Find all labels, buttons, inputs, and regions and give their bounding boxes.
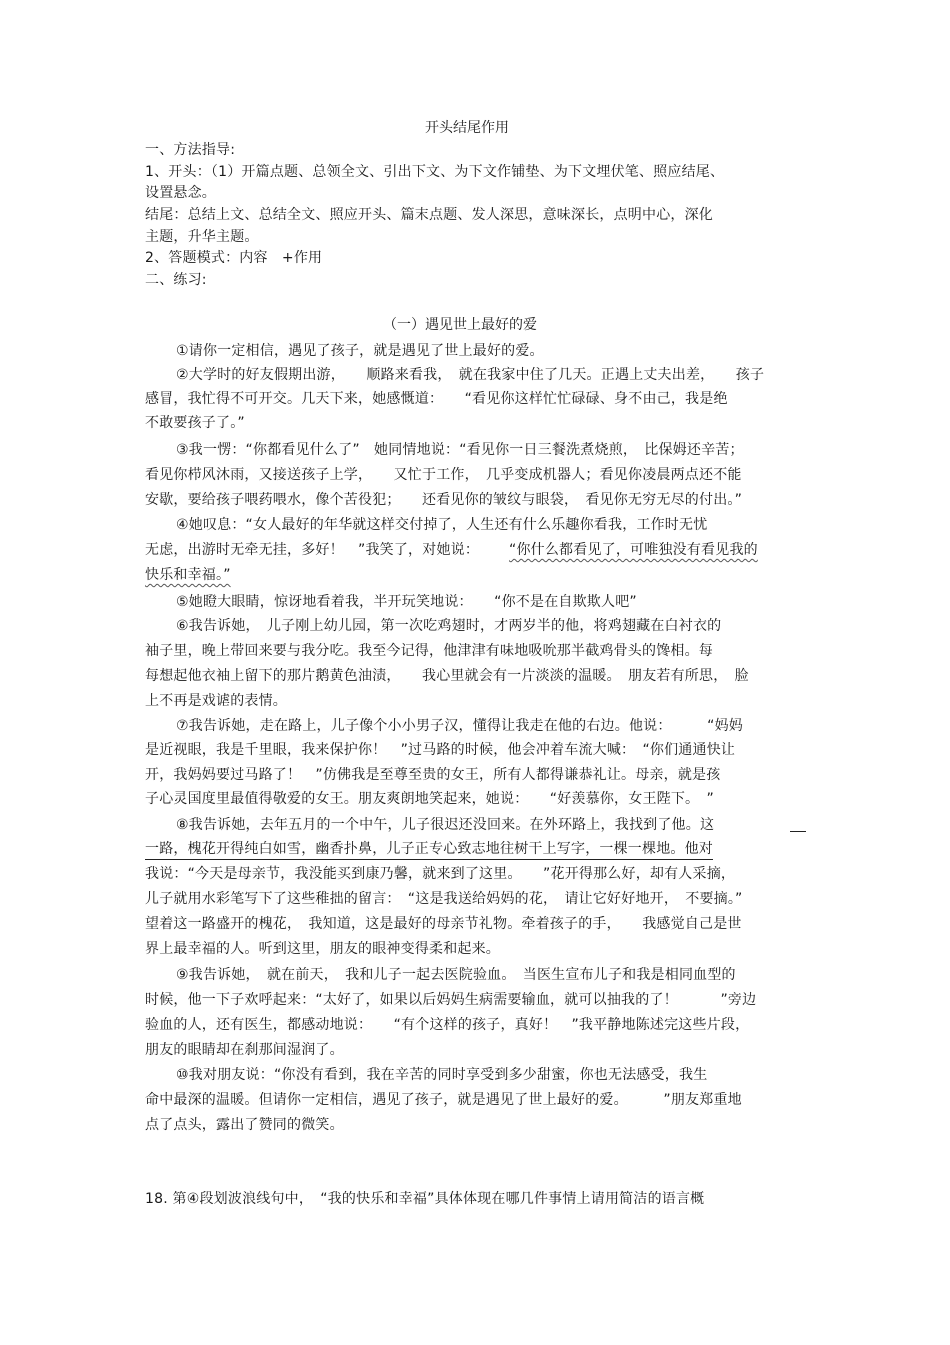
question-18: 18. 第④段划波浪线句中， “我的快乐和幸福”具体体现在哪几件事情上请用简洁的语言概 (145, 1191, 705, 1207)
paragraph-line: 感冒，我忙得不可开交。几天下来，她感慨道： “看见你这样忙忙碌碌、身不由己，我是绝 (145, 391, 728, 407)
paragraph-line: ⑩我对朋友说：“你没有看到，我在辛苦的同时享受到多少甜蜜，你也无法感受，我生 (176, 1067, 708, 1083)
paragraph-line: ①请你一定相信，遇见了孩子，就是遇见了世上最好的爱。 (176, 343, 544, 359)
wavy-underlined-sentence-end: 快乐和幸福。” (145, 567, 231, 583)
doc-title: 开头结尾作用 (425, 120, 509, 136)
method-heading: 一、方法指导: (145, 142, 236, 158)
paragraph-line: 无虑，出游时无牵无挂，多好！ ”我笑了，对她说： (145, 542, 480, 558)
paragraph-line: 是近视眼，我是千里眼，我来保护你！ ”过马路的时候，他会冲着车流大喊： “你们通通快让 (145, 742, 736, 758)
paragraph-line: 每想起他衣袖上留下的那片鹅黄色油渍， 我心里就会有一片淡淡的温暖。 朋友若有所思， 脸 (145, 668, 749, 684)
paragraph-line: 上不再是戏谑的表情。 (145, 693, 287, 709)
paragraph-line: 望着这一路盛开的槐花， 我知道，这是最好的母亲节礼物。牵着孩子的手， 我感觉自己是世 (145, 916, 742, 932)
story-title: （一）遇见世上最好的爱 (383, 317, 537, 333)
paragraph-line: 验血的人，还有医生，都感动地说： “有个这样的孩子，真好！ ”我平静地陈述完这些片段， (145, 1017, 750, 1033)
paragraph-line: 点了点头，露出了赞同的微笑。 (145, 1117, 344, 1133)
method-ending-cont: 主题，升华主题。 (145, 229, 259, 245)
paragraph-line: 界上最幸福的人。听到这里，朋友的眼神变得柔和起来。 (145, 941, 500, 957)
paragraph-line: 时候，他一下子欢呼起来：“太好了，如果以后妈妈生病需要输血，就可以抽我的了！ ”旁边 (145, 992, 757, 1008)
paragraph-line: ⑥我告诉她， 儿子刚上幼儿园，第一次吃鸡翅时，才两岁半的他，将鸡翅藏在白衬衣的 (176, 618, 722, 634)
paragraph-line: 子心灵国度里最值得敬爱的女王。朋友爽朗地笑起来，她说： “好羡慕你，女王陛下。 ” (145, 791, 714, 807)
paragraph-line: 不敢要孩子了。” (145, 415, 245, 431)
paragraph-line: 袖子里，晚上带回来要与我分吃。我至今记得，他津津有味地吸吮那半截鸡骨头的馋相。每 (145, 643, 713, 659)
underline-mark (790, 831, 806, 832)
method-item-2: 2、答题模式：内容 +作用 (145, 250, 323, 266)
paragraph-line: 儿子就用水彩笔写下了这些稚拙的留言： “这是我送给妈妈的花， 请让它好好地开， 不要摘。” (145, 891, 743, 907)
paragraph-line: ⑦我告诉她，走在路上，儿子像个小小男子汉，懂得让我走在他的右边。他说： “妈妈 (176, 718, 744, 734)
paragraph-line: ⑨我告诉她， 就在前天， 我和儿子一起去医院验血。 当医生宣布儿子和我是相同血型的 (176, 967, 736, 983)
paragraph-line: 看见你栉风沐雨，又接送孩子上学， 又忙于工作， 几乎变成机器人；看见你凌晨两点还不能 (145, 467, 742, 483)
paragraph-line: ⑤她瞪大眼睛，惊讶地看着我，半开玩笑地说： “你不是在自欺欺人吧” (176, 594, 637, 610)
method-ending: 结尾：总结上文、总结全文、照应开头、篇末点题、发人深思，意味深长，点明中心，深化 (145, 207, 713, 223)
paragraph-line: ②大学时的好友假期出游， 顺路来看我， 就在我家中住了几天。正遇上丈夫出差， 孩子 (176, 367, 765, 383)
paragraph-line: ③我一愣：“你都看见什么了” 她同情地说：“看见你一日三餐洗煮烧煎， 比保姆还辛苦； (176, 442, 744, 458)
paragraph-line: 安歇，要给孩子喂药喂水，像个苦役犯； 还看见你的皱纹与眼袋， 看见你无穷无尽的付出。” (145, 492, 743, 508)
paragraph-line: 我说：“今天是母亲节，我没能买到康乃馨，就来到了这里。 ”花开得那么好，却有人采摘， (145, 866, 736, 882)
paragraph-line: ⑧我告诉她，去年五月的一个中午，儿子很迟还没回来。在外环路上，我找到了他。这 (176, 817, 715, 833)
paragraph-line: 开，我妈妈要过马路了！ ”仿佛我是至尊至贵的女王，所有人都得谦恭礼让。母亲，就是孩 (145, 767, 721, 783)
paragraph-line: 朋友的眼睛却在刹那间湿润了。 (145, 1042, 344, 1058)
method-item-1-cont: 设置悬念。 (145, 185, 216, 201)
method-item-1: 1、开头：（1）开篇点题、总领全文、引出下文、为下文作铺垫、为下文埋伏笔、照应结尾、 (145, 164, 725, 180)
wavy-underlined-sentence: “你什么都看见了，可唯独没有看见我的 (509, 542, 758, 558)
paragraph-line: ④她叹息：“女人最好的年华就这样交付掉了，人生还有什么乐趣你看我，工作时无忧 (176, 517, 708, 533)
paragraph-line: 命中最深的温暖。但请你一定相信，遇见了孩子，就是遇见了世上最好的爱。 ”朋友郑重地 (145, 1092, 742, 1108)
underlined-sentence: 一路，槐花开得纯白如雪，幽香扑鼻，儿子正专心致志地往树干上写字，一棵一棵地。他对 (145, 840, 713, 860)
practice-heading: 二、练习: (145, 272, 207, 288)
